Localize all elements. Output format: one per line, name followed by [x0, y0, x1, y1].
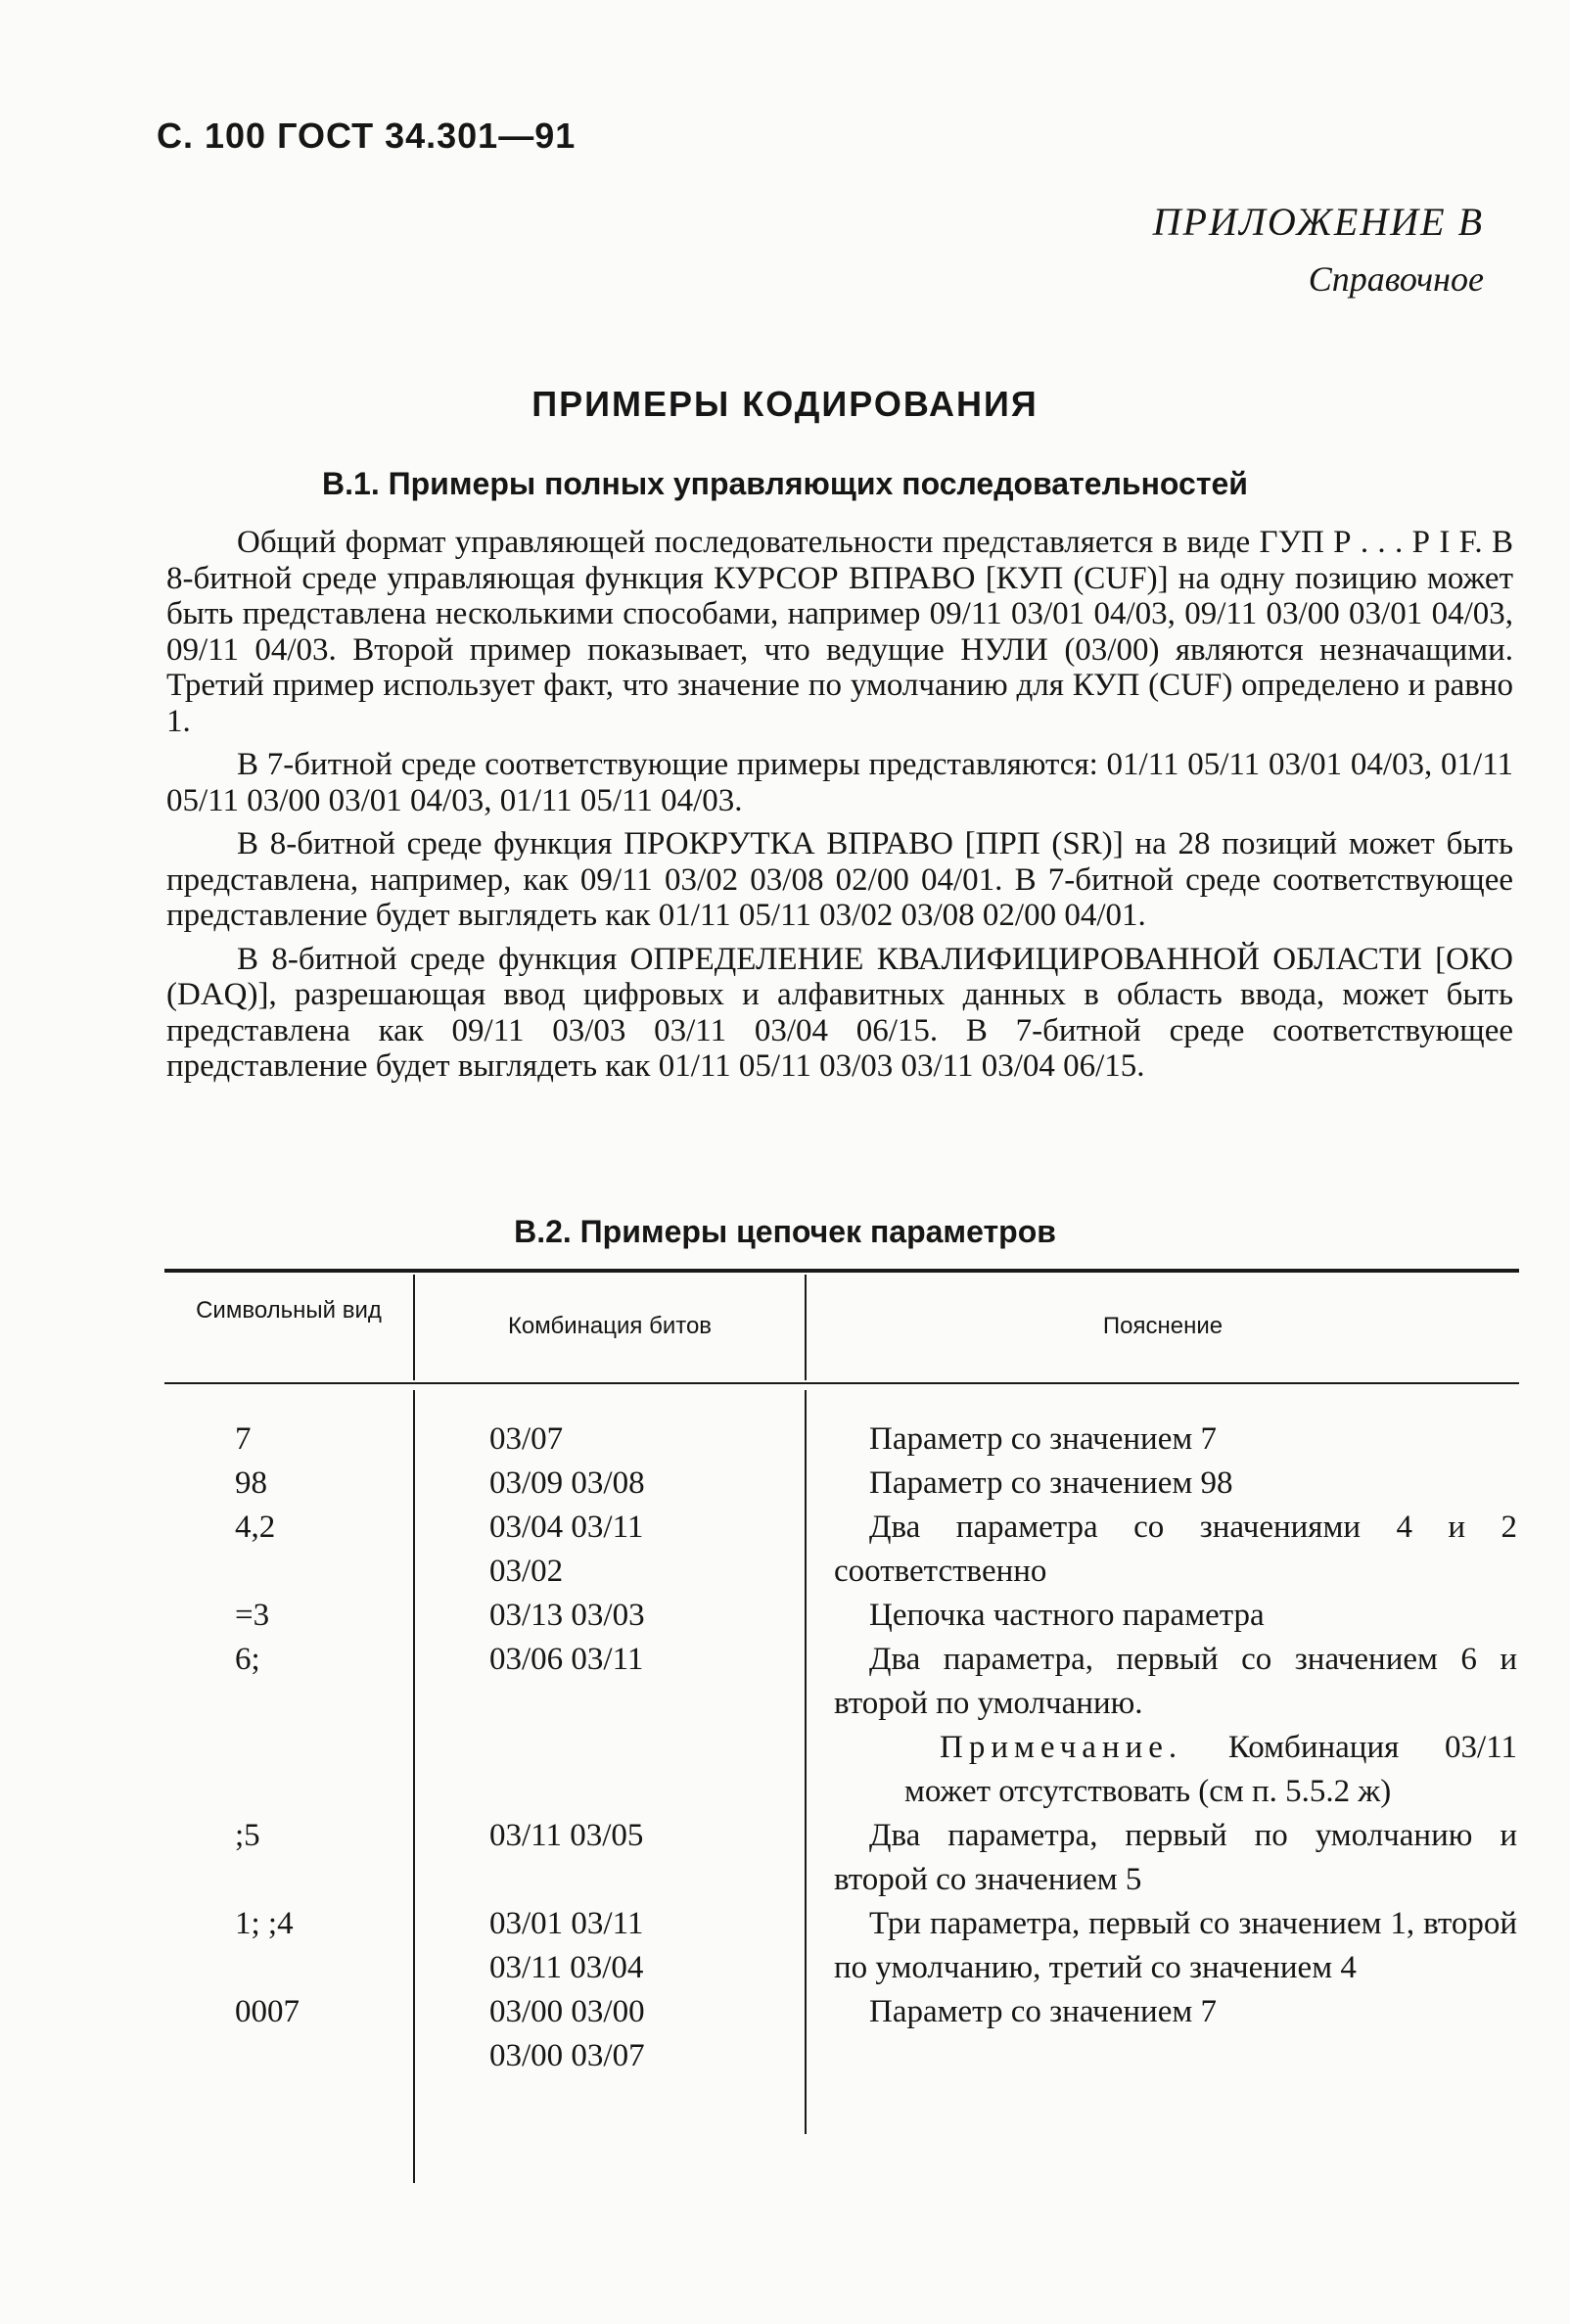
explanation-text: Цепочка частного параметра [869, 1598, 1265, 1633]
annex-subtitle: Справочное [1308, 259, 1484, 299]
symbol-cell: 4,2 [235, 1510, 276, 1545]
symbol-cell: =3 [235, 1598, 270, 1633]
running-head: С. 100 ГОСТ 34.301—91 [157, 116, 577, 156]
explanation-cell [805, 1638, 1517, 1814]
table-row [164, 1638, 1519, 1814]
table-row [164, 1506, 1519, 1594]
bits-line: 03/11 03/05 [489, 1818, 644, 1853]
table-row [164, 1902, 1519, 1990]
note [834, 1726, 1517, 1814]
paragraph: В 7-битной среде соответствующие примеры представляются: 01/11 05/11 03/01 04/03, 01/11 05/11 03/00 03/01 04/03, 01/11 05/11 04/03. [166, 747, 1513, 818]
bits-line: 03/13 03/03 [489, 1598, 645, 1633]
bits-line: 03/00 03/07 [489, 2038, 645, 2073]
note-text: Комбинация 03/11 может отсутствовать (см п. 5.5.2 ж) [904, 1730, 1517, 1809]
bits-line: 03/02 [489, 1554, 564, 1589]
header-bits: Комбинация битов [507, 1313, 713, 1339]
explanation-text: Три параметра, первый со значением 1, второй по умолчанию, третий со значением 4 [834, 1906, 1517, 1985]
explanation-cell [805, 1418, 1517, 1462]
paragraph: В 8-битной среде функция ПРОКРУТКА ВПРАВО [ПРП (SR)] на 28 позиций может быть представлена, например, как 09/11 03/02 03/08 02/00 04/01. В 7-битной среде соответствующее представление будет выглядеть как 01/11 05/11 03/02 03/08 02/00 04/01. [166, 826, 1513, 933]
symbol-cell: ;5 [235, 1818, 260, 1853]
annex-title: ПРИЛОЖЕНИЕ В [1152, 200, 1484, 244]
page-title: ПРИМЕРЫ КОДИРОВАНИЯ [531, 384, 1039, 424]
bits-line: 03/01 03/11 [489, 1906, 644, 1941]
table-row [164, 1814, 1519, 1902]
note-label: Примечание. [940, 1730, 1183, 1765]
bits-cell [413, 1902, 805, 1990]
annex-label [1153, 194, 1484, 307]
table-row [164, 1462, 1519, 1506]
explanation-cell [805, 1990, 1517, 2078]
explanation-text: Параметр со значением 98 [869, 1465, 1233, 1501]
paragraph: Общий формат управляющей последовательности представляется в виде ГУП Р . . . Р I F. В 8-битной среде управляющая функция КУРСОР ВПРАВО [КУП (CUF)] на одну позицию может быть представлена несколькими способами, например 09/11 03/01 04/03, 09/11 03/00 03/01 04/03, 09/11 04/03. Второй пример показывает, что ведущие НУЛИ (03/00) являются незначащими. Третий пример использует факт, что значение по умолчанию для КУП (CUF) определено и равно 1. [166, 525, 1513, 739]
explanation-text: Параметр со значением 7 [869, 1421, 1217, 1457]
explanation-text: Два параметра, первый со значением 6 и второй по умолчанию. [834, 1642, 1517, 1721]
header-symbol: Символьный вид [196, 1297, 382, 1324]
explanation-cell [805, 1462, 1517, 1506]
symbol-cell: 6; [235, 1642, 260, 1677]
bits-cell [413, 1506, 805, 1594]
bits-cell [413, 1990, 805, 2078]
symbol-cell: 0007 [235, 1994, 300, 2029]
bits-line: 03/06 03/11 [489, 1642, 644, 1677]
explanation-cell [805, 1902, 1517, 1990]
section-1-body [166, 525, 1513, 1092]
bits-line: 03/04 03/11 [489, 1510, 644, 1545]
explanation-text: Два параметра, первый по умолчанию и второй со значением 5 [834, 1818, 1517, 1897]
bits-line: 03/00 03/00 [489, 1994, 645, 2029]
bits-line: 03/09 03/08 [489, 1465, 645, 1501]
table-row [164, 1418, 1519, 1462]
explanation-text: Два параметра со значениями 4 и 2 соответственно [834, 1510, 1517, 1589]
table-header-rule [164, 1382, 1519, 1384]
explanation-cell [805, 1814, 1517, 1902]
bits-line: 03/11 03/04 [489, 1950, 644, 1985]
bits-cell [413, 1594, 805, 1638]
table-row [164, 1594, 1519, 1638]
explanation-cell [805, 1506, 1517, 1594]
symbol-cell: 7 [235, 1421, 252, 1457]
explanation-text: Параметр со значением 7 [869, 1994, 1217, 2029]
bits-cell [413, 1814, 805, 1902]
bits-cell [413, 1418, 805, 1462]
parameter-table-body [164, 1418, 1519, 2078]
section-1-title: В.1. Примеры полных управляющих последовательностей [322, 466, 1248, 501]
bits-line: 03/07 [489, 1421, 564, 1457]
bits-cell [413, 1638, 805, 1814]
explanation-cell [805, 1594, 1517, 1638]
table-row [164, 1990, 1519, 2078]
bits-cell [413, 1462, 805, 1506]
table-top-rule [164, 1269, 1519, 1273]
symbol-cell: 1; ;4 [235, 1906, 294, 1941]
symbol-cell: 98 [235, 1465, 267, 1501]
header-explanation: Пояснение [1102, 1313, 1224, 1339]
section-2-title: В.2. Примеры цепочек параметров [514, 1214, 1056, 1249]
paragraph: В 8-битной среде функция ОПРЕДЕЛЕНИЕ КВАЛИФИЦИРОВАННОЙ ОБЛАСТИ [ОКО (DAQ)], разрешающая ввод цифровых и алфавитных данных в область ввода, может быть представлена как 09/11 03/03 03/11 03/04 06/15. В 7-битной среде соответствующее представление будет выглядеть как 01/11 05/11 03/03 03/11 03/04 06/15. [166, 941, 1513, 1084]
